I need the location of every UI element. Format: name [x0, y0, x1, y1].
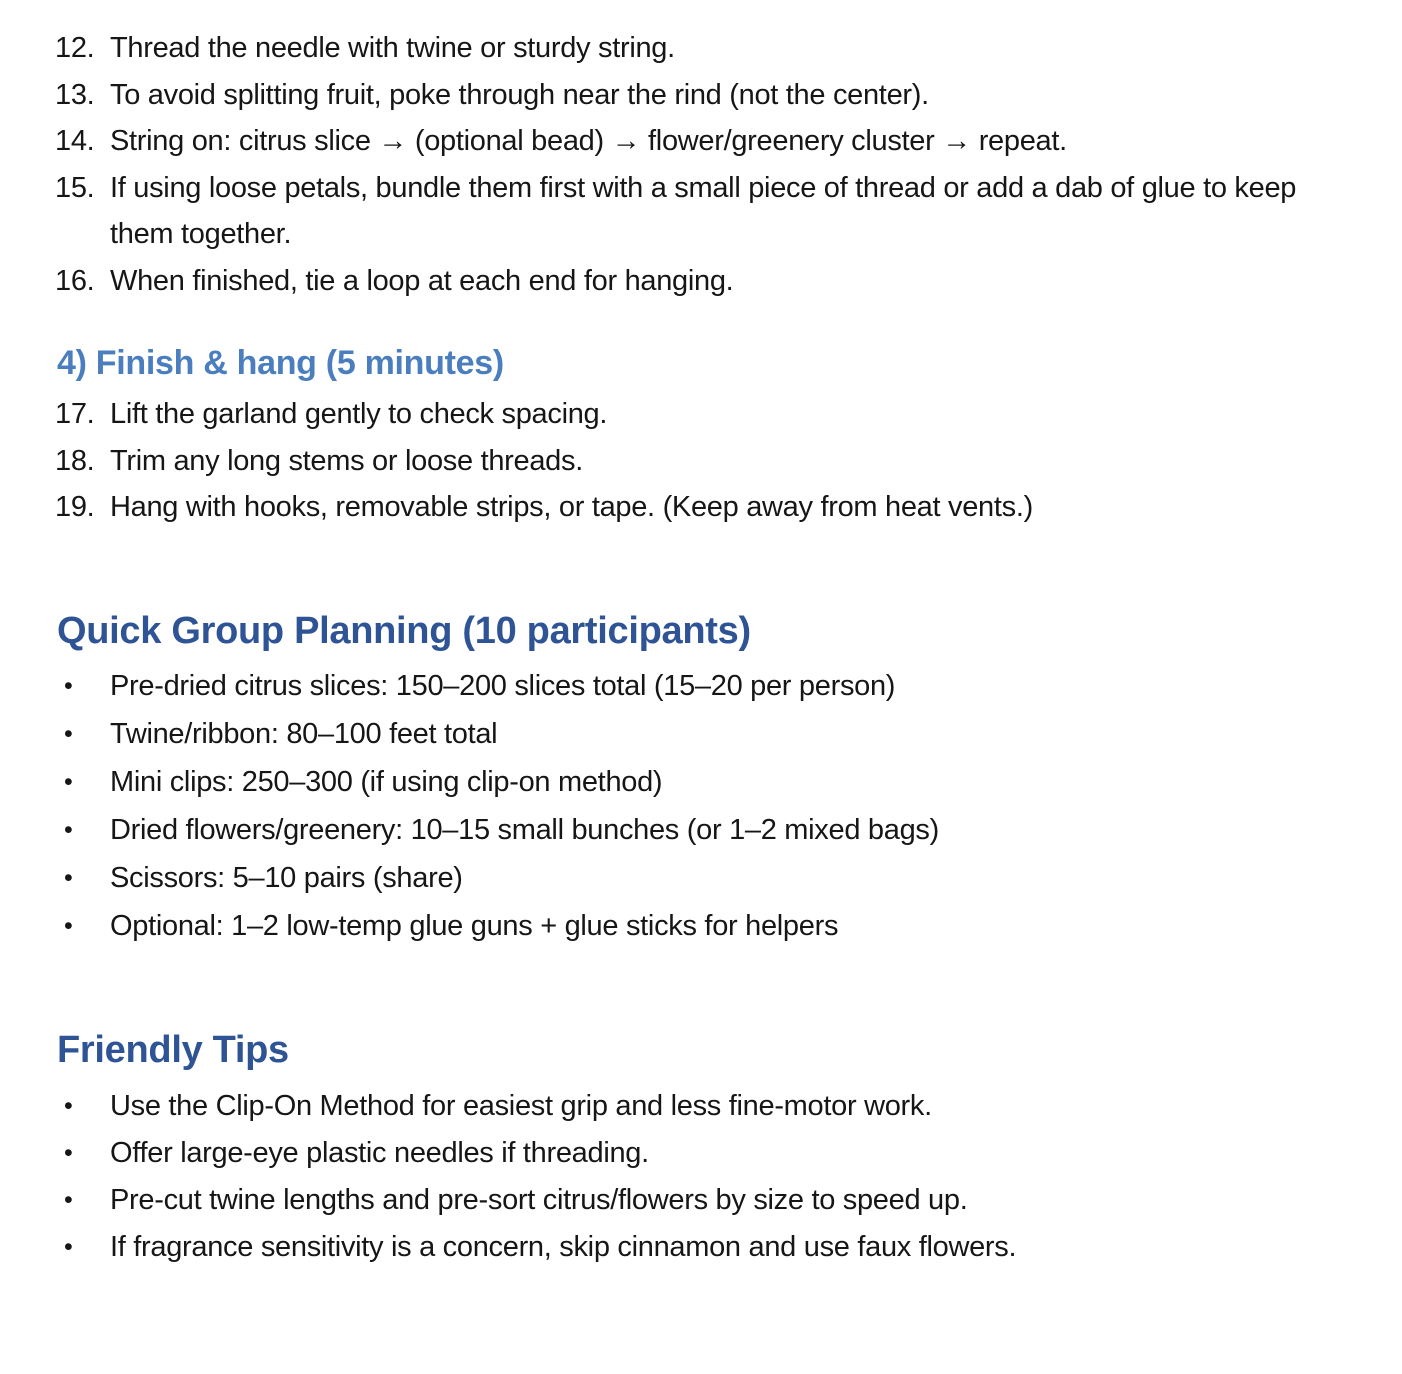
- step-number: 17.: [55, 398, 95, 430]
- bullet-text: Dried flowers/greenery: 10–15 small bunches (or 1–2 mixed bags): [110, 813, 939, 846]
- bullet-icon: •: [64, 1138, 73, 1167]
- bullet-text: Twine/ribbon: 80–100 feet total: [110, 717, 498, 750]
- list-item: [55, 1177, 1357, 1224]
- section-heading-friendly-tips: Friendly Tips: [57, 1028, 289, 1071]
- section-heading-finish-hang: 4) Finish & hang (5 minutes): [57, 344, 504, 382]
- step-number: 14.: [55, 125, 95, 157]
- step-text: To avoid splitting fruit, poke through near the rind (not the center).: [110, 78, 929, 111]
- step-item: [55, 72, 1357, 119]
- step-text: If using loose petals, bundle them first with a small piece of thread or add a dab of glue to keep them together.: [110, 171, 1297, 250]
- tips-bullet-list: [55, 1083, 1357, 1271]
- bullet-text: Optional: 1–2 low-temp glue guns + glue sticks for helpers: [110, 909, 839, 942]
- bullet-icon: •: [64, 815, 73, 844]
- list-item: [55, 758, 1357, 806]
- list-item: [55, 902, 1357, 950]
- list-item: [55, 1083, 1357, 1130]
- step-item: [55, 258, 1357, 305]
- step-text: Trim any long stems or loose threads.: [110, 444, 583, 477]
- list-item: [55, 1130, 1357, 1177]
- bullet-text: Offer large-eye plastic needles if threading.: [110, 1136, 649, 1169]
- bullet-text: Scissors: 5–10 pairs (share): [110, 861, 463, 894]
- step-text: Hang with hooks, removable strips, or tape. (Keep away from heat vents.): [110, 491, 1033, 523]
- list-item: [55, 806, 1357, 854]
- numbered-steps-threading: [55, 25, 1357, 304]
- step-item: [55, 118, 1357, 165]
- step-item: [55, 484, 1357, 531]
- step-number: 16.: [55, 264, 95, 297]
- step-item: [55, 438, 1357, 485]
- section-heading-quick-group-planning: Quick Group Planning (10 participants): [57, 609, 751, 652]
- step-text: When finished, tie a loop at each end for hanging.: [110, 264, 734, 297]
- bullet-icon: •: [64, 671, 73, 700]
- list-item: [55, 710, 1357, 758]
- step-text: Lift the garland gently to check spacing.: [110, 398, 608, 430]
- bullet-text: If fragrance sensitivity is a concern, skip cinnamon and use faux flowers.: [110, 1230, 1017, 1263]
- list-item: [55, 854, 1357, 902]
- bullet-icon: •: [64, 719, 73, 748]
- list-item: [55, 662, 1357, 710]
- list-item: [55, 1224, 1357, 1271]
- bullet-icon: •: [64, 863, 73, 892]
- bullet-icon: •: [64, 1091, 73, 1120]
- bullet-icon: •: [64, 911, 73, 940]
- bullet-icon: •: [64, 1232, 73, 1261]
- step-number: 13.: [55, 78, 95, 111]
- step-text: String on: citrus slice → (optional bead) → flower/greenery cluster → repeat.: [110, 125, 1067, 157]
- bullet-text: Mini clips: 250–300 (if using clip-on method): [110, 765, 663, 798]
- step-number: 15.: [55, 171, 95, 204]
- bullet-text: Use the Clip-On Method for easiest grip and less fine-motor work.: [110, 1089, 932, 1122]
- step-number: 18.: [55, 444, 95, 477]
- bullet-text: Pre-cut twine lengths and pre-sort citrus/flowers by size to speed up.: [110, 1183, 968, 1216]
- step-text: Thread the needle with twine or sturdy string.: [110, 32, 675, 64]
- bullet-icon: •: [64, 1185, 73, 1214]
- bullet-text: Pre-dried citrus slices: 150–200 slices total (15–20 per person): [110, 669, 896, 702]
- step-item: [55, 391, 1357, 438]
- step-item: [55, 165, 1357, 258]
- step-number: 12.: [55, 32, 95, 64]
- planning-bullet-list: [55, 662, 1357, 950]
- numbered-steps-finish: [55, 391, 1357, 531]
- step-item: [55, 25, 1357, 72]
- bullet-icon: •: [64, 767, 73, 796]
- step-number: 19.: [55, 491, 95, 523]
